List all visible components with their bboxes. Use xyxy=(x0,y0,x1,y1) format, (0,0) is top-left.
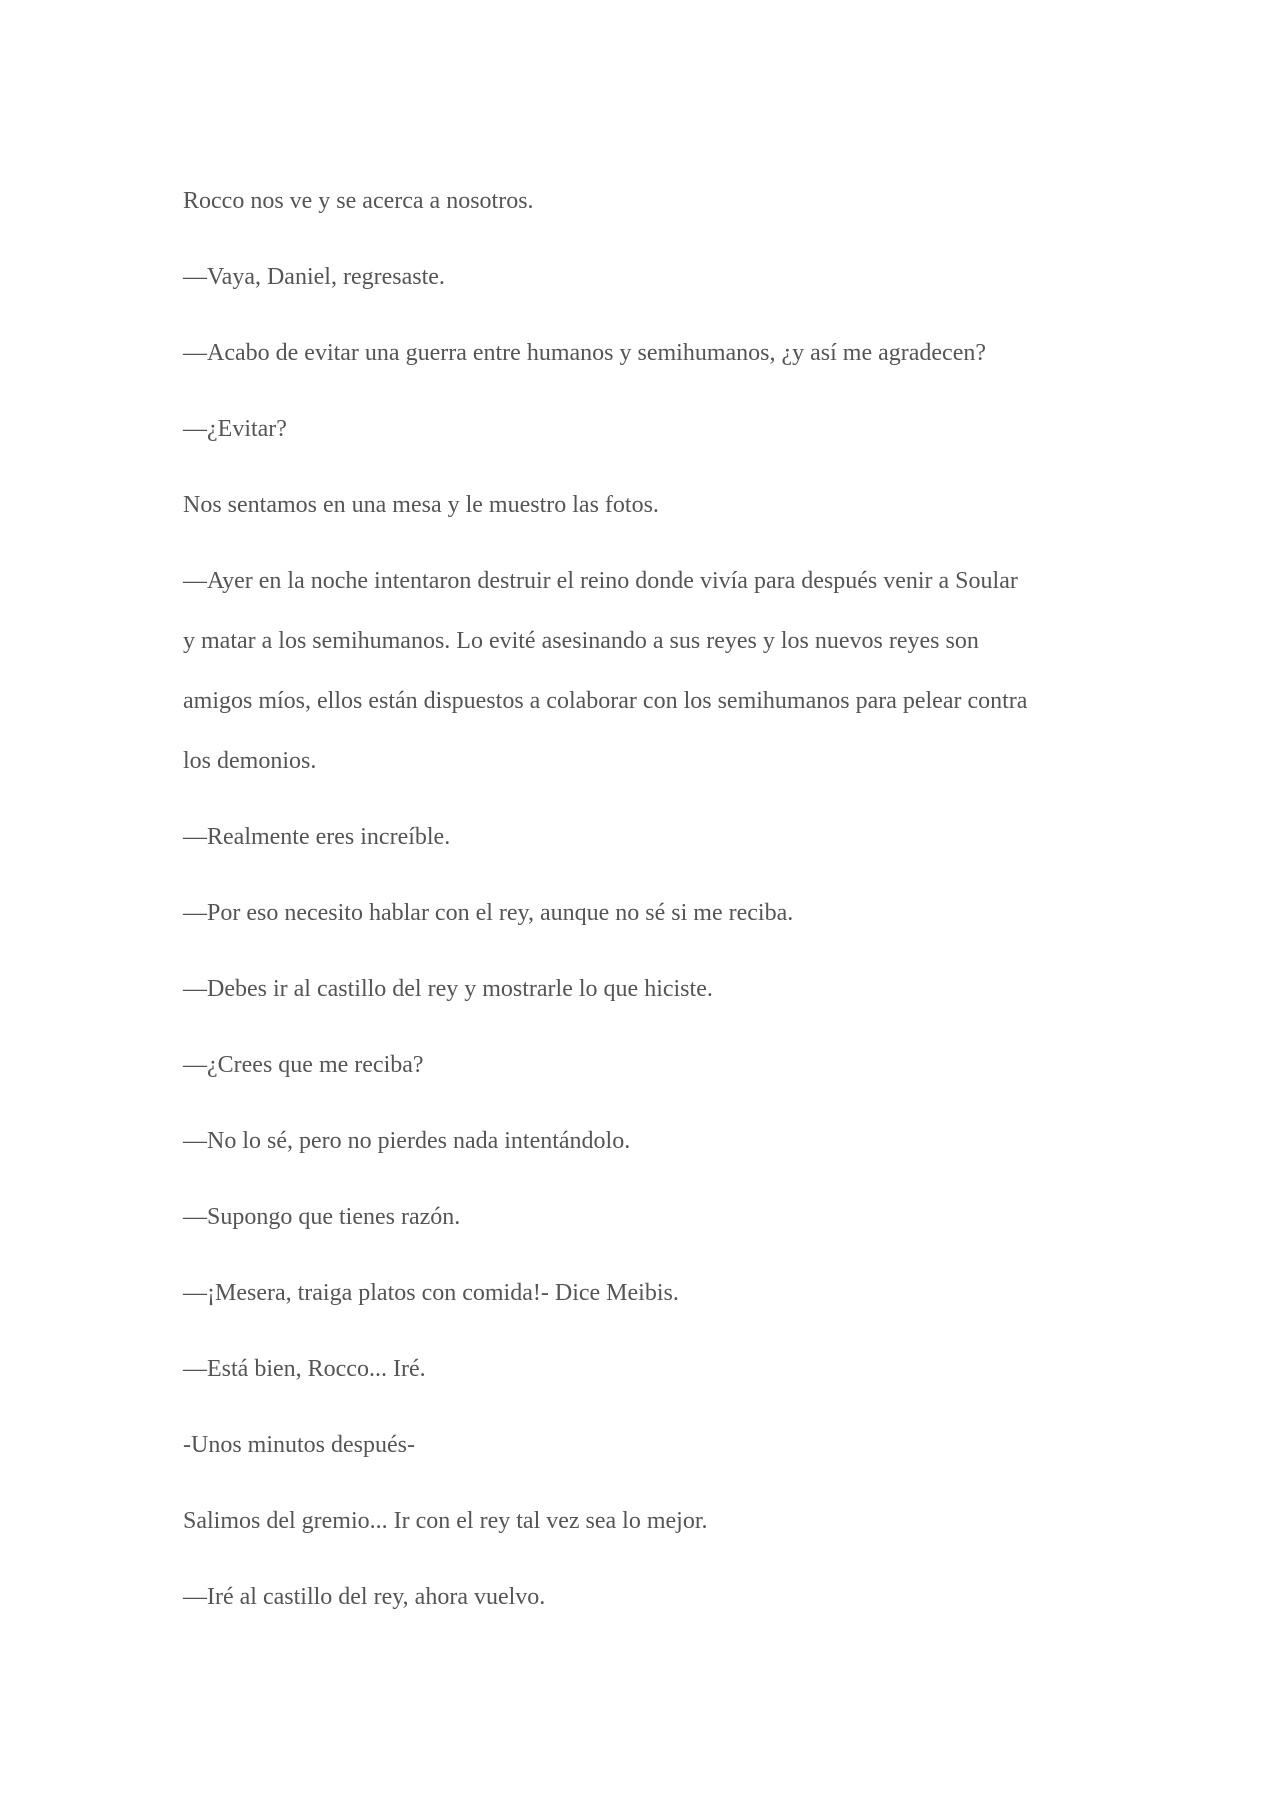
paragraph-line: —Ayer en la noche intentaron destruir el reino donde vivía para después venir a Soular xyxy=(183,568,1018,594)
paragraph: -Unos minutos después- xyxy=(183,1432,415,1458)
paragraph: —¡Mesera, traiga platos con comida!- Dice Meibis. xyxy=(183,1280,679,1306)
paragraph-line: amigos míos, ellos están dispuestos a colaborar con los semihumanos para pelear contra xyxy=(183,688,1028,714)
long-paragraph xyxy=(183,551,1103,791)
paragraph: Salimos del gremio... Ir con el rey tal vez sea lo mejor. xyxy=(183,1508,708,1534)
paragraph-line: y matar a los semihumanos. Lo evité asesinando a sus reyes y los nuevos reyes son xyxy=(183,628,979,654)
paragraph: —Supongo que tienes razón. xyxy=(183,1204,461,1230)
paragraph: —Realmente eres increíble. xyxy=(183,824,451,850)
paragraph-line: los demonios. xyxy=(183,748,317,774)
paragraph: —Debes ir al castillo del rey y mostrarle lo que hiciste. xyxy=(183,976,713,1002)
paragraph: —Iré al castillo del rey, ahora vuelvo. xyxy=(183,1584,546,1610)
paragraph: —Por eso necesito hablar con el rey, aunque no sé si me reciba. xyxy=(183,900,794,926)
paragraph: —¿Evitar? xyxy=(183,416,287,442)
paragraph: —Acabo de evitar una guerra entre humanos y semihumanos, ¿y así me agradecen? xyxy=(183,340,987,366)
paragraph: Rocco nos ve y se acerca a nosotros. xyxy=(183,188,534,214)
document-body xyxy=(183,178,1103,1650)
paragraph: —¿Crees que me reciba? xyxy=(183,1052,424,1078)
paragraph: —No lo sé, pero no pierdes nada intentándolo. xyxy=(183,1128,631,1154)
paragraph: Nos sentamos en una mesa y le muestro las fotos. xyxy=(183,492,659,518)
paragraph: —Vaya, Daniel, regresaste. xyxy=(183,264,445,290)
paragraph: —Está bien, Rocco... Iré. xyxy=(183,1356,426,1382)
